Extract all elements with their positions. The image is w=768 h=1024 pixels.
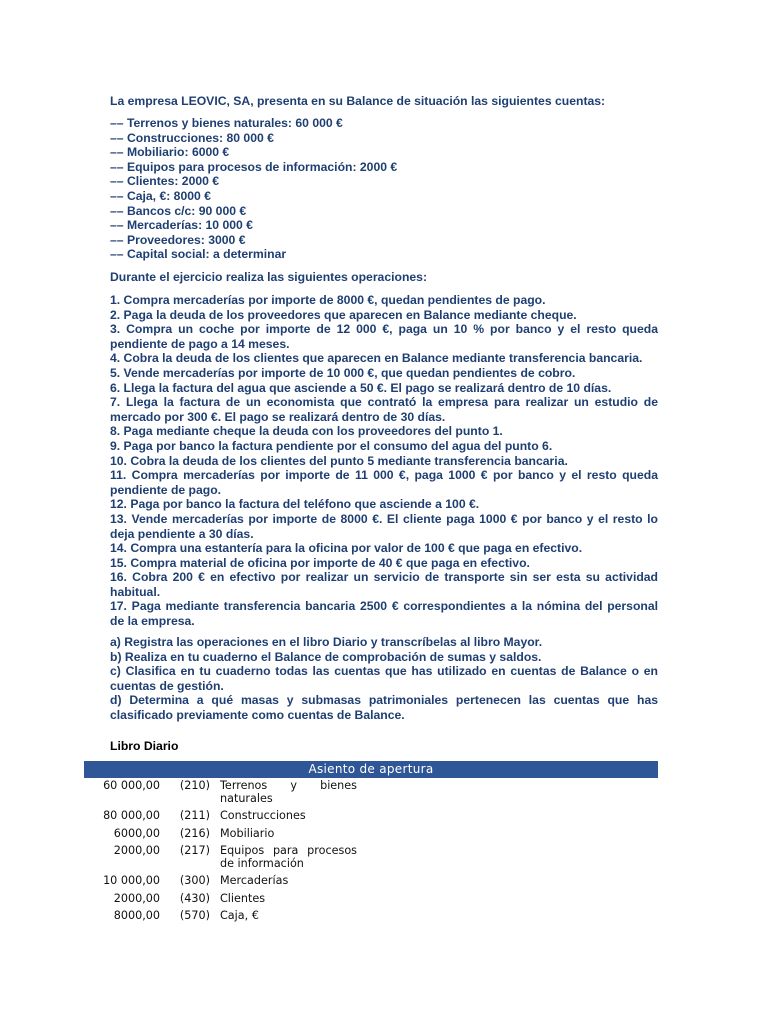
entry-amount: 2000,00 xyxy=(113,844,160,857)
entry-account: Construcciones xyxy=(220,809,306,822)
questions-list xyxy=(110,635,658,723)
entry-account: Terrenos y bienes naturales xyxy=(220,779,357,805)
list-item: 3. Compra un coche por importe de 12 000 €, paga un 10 % por banco y el resto queda pendiente de pago a 14 meses. xyxy=(110,322,658,351)
intro-paragraph: La empresa LEOVIC, SA, presenta en su Balance de situación las siguientes cuentas: xyxy=(110,94,606,108)
entry-code: (570) xyxy=(179,909,210,922)
table-row xyxy=(84,810,384,823)
list-item: 12. Paga por banco la factura del teléfono que asciende a 100 €. xyxy=(110,497,480,512)
entry-code: (217) xyxy=(179,844,210,857)
list-item: –– Mobiliario: 6000 € xyxy=(110,145,230,160)
entry-amount: 10 000,00 xyxy=(103,874,160,887)
entry-code: (216) xyxy=(179,826,210,840)
entry-account: Mobiliario xyxy=(220,826,275,840)
list-item: d) Determina a qué masas y submasas patrimoniales pertenecen las cuentas que has clasificado previamente como cuentas de Balance. xyxy=(110,693,658,722)
list-item: –– Construcciones: 80 000 € xyxy=(110,130,274,145)
list-item: 15. Compra material de oficina por importe de 40 € que paga en efectivo. xyxy=(110,555,530,570)
accounts-list xyxy=(110,116,658,262)
list-item: –– Caja, €: 8000 € xyxy=(110,188,211,203)
entry-amount: 8000,00 xyxy=(113,909,160,922)
list-item: –– Proveedores: 3000 € xyxy=(110,232,246,247)
list-item: 17. Paga mediante transferencia bancaria 2500 € correspondientes a la nómina del personal de la empresa. xyxy=(110,599,658,629)
list-item: –– Equipos para procesos de información: 2000 € xyxy=(110,159,398,174)
list-item: 9. Paga por banco la factura pendiente por el consumo del agua del punto 6. xyxy=(110,438,553,453)
list-item: 2. Paga la deuda de los proveedores que aparecen en Balance mediante cheque. xyxy=(110,307,577,322)
entry-account: Caja, € xyxy=(220,909,259,922)
list-item: –– Clientes: 2000 € xyxy=(110,174,220,189)
list-item: a) Registra las operaciones en el libro Diario y transcríbelas al libro Mayor. xyxy=(110,635,543,649)
list-item: 4. Cobra la deuda de los clientes que aparecen en Balance mediante transferencia bancaria. xyxy=(110,351,643,366)
entry-code: (430) xyxy=(179,891,210,905)
entry-amount: 2000,00 xyxy=(113,891,160,905)
list-item: –– Bancos c/c: 90 000 € xyxy=(110,203,247,218)
list-item: –– Capital social: a determinar xyxy=(110,247,287,262)
list-item: 6. Llega la factura del agua que asciende a 50 €. El pago se realizará dentro de 10 días. xyxy=(110,380,612,395)
table-row xyxy=(84,828,384,841)
entry-code: (300) xyxy=(179,874,210,887)
list-item: 11. Compra mercaderías por importe de 11 000 €, paga 1000 € por banco y el resto queda pendiente de pago. xyxy=(110,468,658,497)
entry-account: Equipos para procesos de información xyxy=(220,844,357,870)
table-row xyxy=(84,875,384,888)
entry-amount: 6000,00 xyxy=(113,826,160,840)
entry-code: (211) xyxy=(179,809,210,822)
table-row xyxy=(84,893,384,906)
operations-list xyxy=(110,293,658,629)
list-item: –– Mercaderías: 10 000 € xyxy=(110,218,253,233)
journal-entries xyxy=(84,780,384,928)
list-item: 13. Vende mercaderías por importe de 8000 €. El cliente paga 1000 € por banco y el resto lo deja pendiente a 30 días. xyxy=(110,511,658,541)
table-row xyxy=(84,780,384,805)
asiento-header-bar: Asiento de apertura xyxy=(84,761,658,778)
list-item: –– Terrenos y bienes naturales: 60 000 € xyxy=(110,116,343,130)
libro-diario-heading: Libro Diario xyxy=(110,739,179,753)
list-item: c) Clasifica en tu cuaderno todas las cuentas que has utilizado en cuentas de Balance o en cuentas de gestión. xyxy=(110,664,658,693)
entry-account: Clientes xyxy=(220,891,266,905)
entry-code: (210) xyxy=(179,779,210,792)
list-item: 8. Paga mediante cheque la deuda con los proveedores del punto 1. xyxy=(110,424,503,439)
list-item: b) Realiza en tu cuaderno el Balance de comprobación de sumas y saldos. xyxy=(110,649,542,664)
entry-amount: 80 000,00 xyxy=(103,809,160,822)
list-item: 1. Compra mercaderías por importe de 8000 €, quedan pendientes de pago. xyxy=(110,293,546,307)
list-item: 7. Llega la factura de un economista que contrató la empresa para realizar un estudio de mercado por 300 €. El pago se realizará dentro de 30 días. xyxy=(110,395,658,424)
entry-amount: 60 000,00 xyxy=(103,779,160,792)
list-item: 5. Vende mercaderías por importe de 10 000 €, que quedan pendientes de cobro. xyxy=(110,365,576,380)
table-row xyxy=(84,910,384,923)
table-row xyxy=(84,845,384,870)
entry-account: Mercaderías xyxy=(220,874,289,887)
list-item: 16. Cobra 200 € en efectivo por realizar un servicio de transporte sin ser esta su actividad habitual. xyxy=(110,570,658,599)
list-item: 10. Cobra la deuda de los clientes del punto 5 mediante transferencia bancaria. xyxy=(110,453,568,468)
operations-intro: Durante el ejercicio realiza las siguientes operaciones: xyxy=(110,270,428,284)
list-item: 14. Compra una estantería para la oficina por valor de 100 € que paga en efectivo. xyxy=(110,541,583,556)
